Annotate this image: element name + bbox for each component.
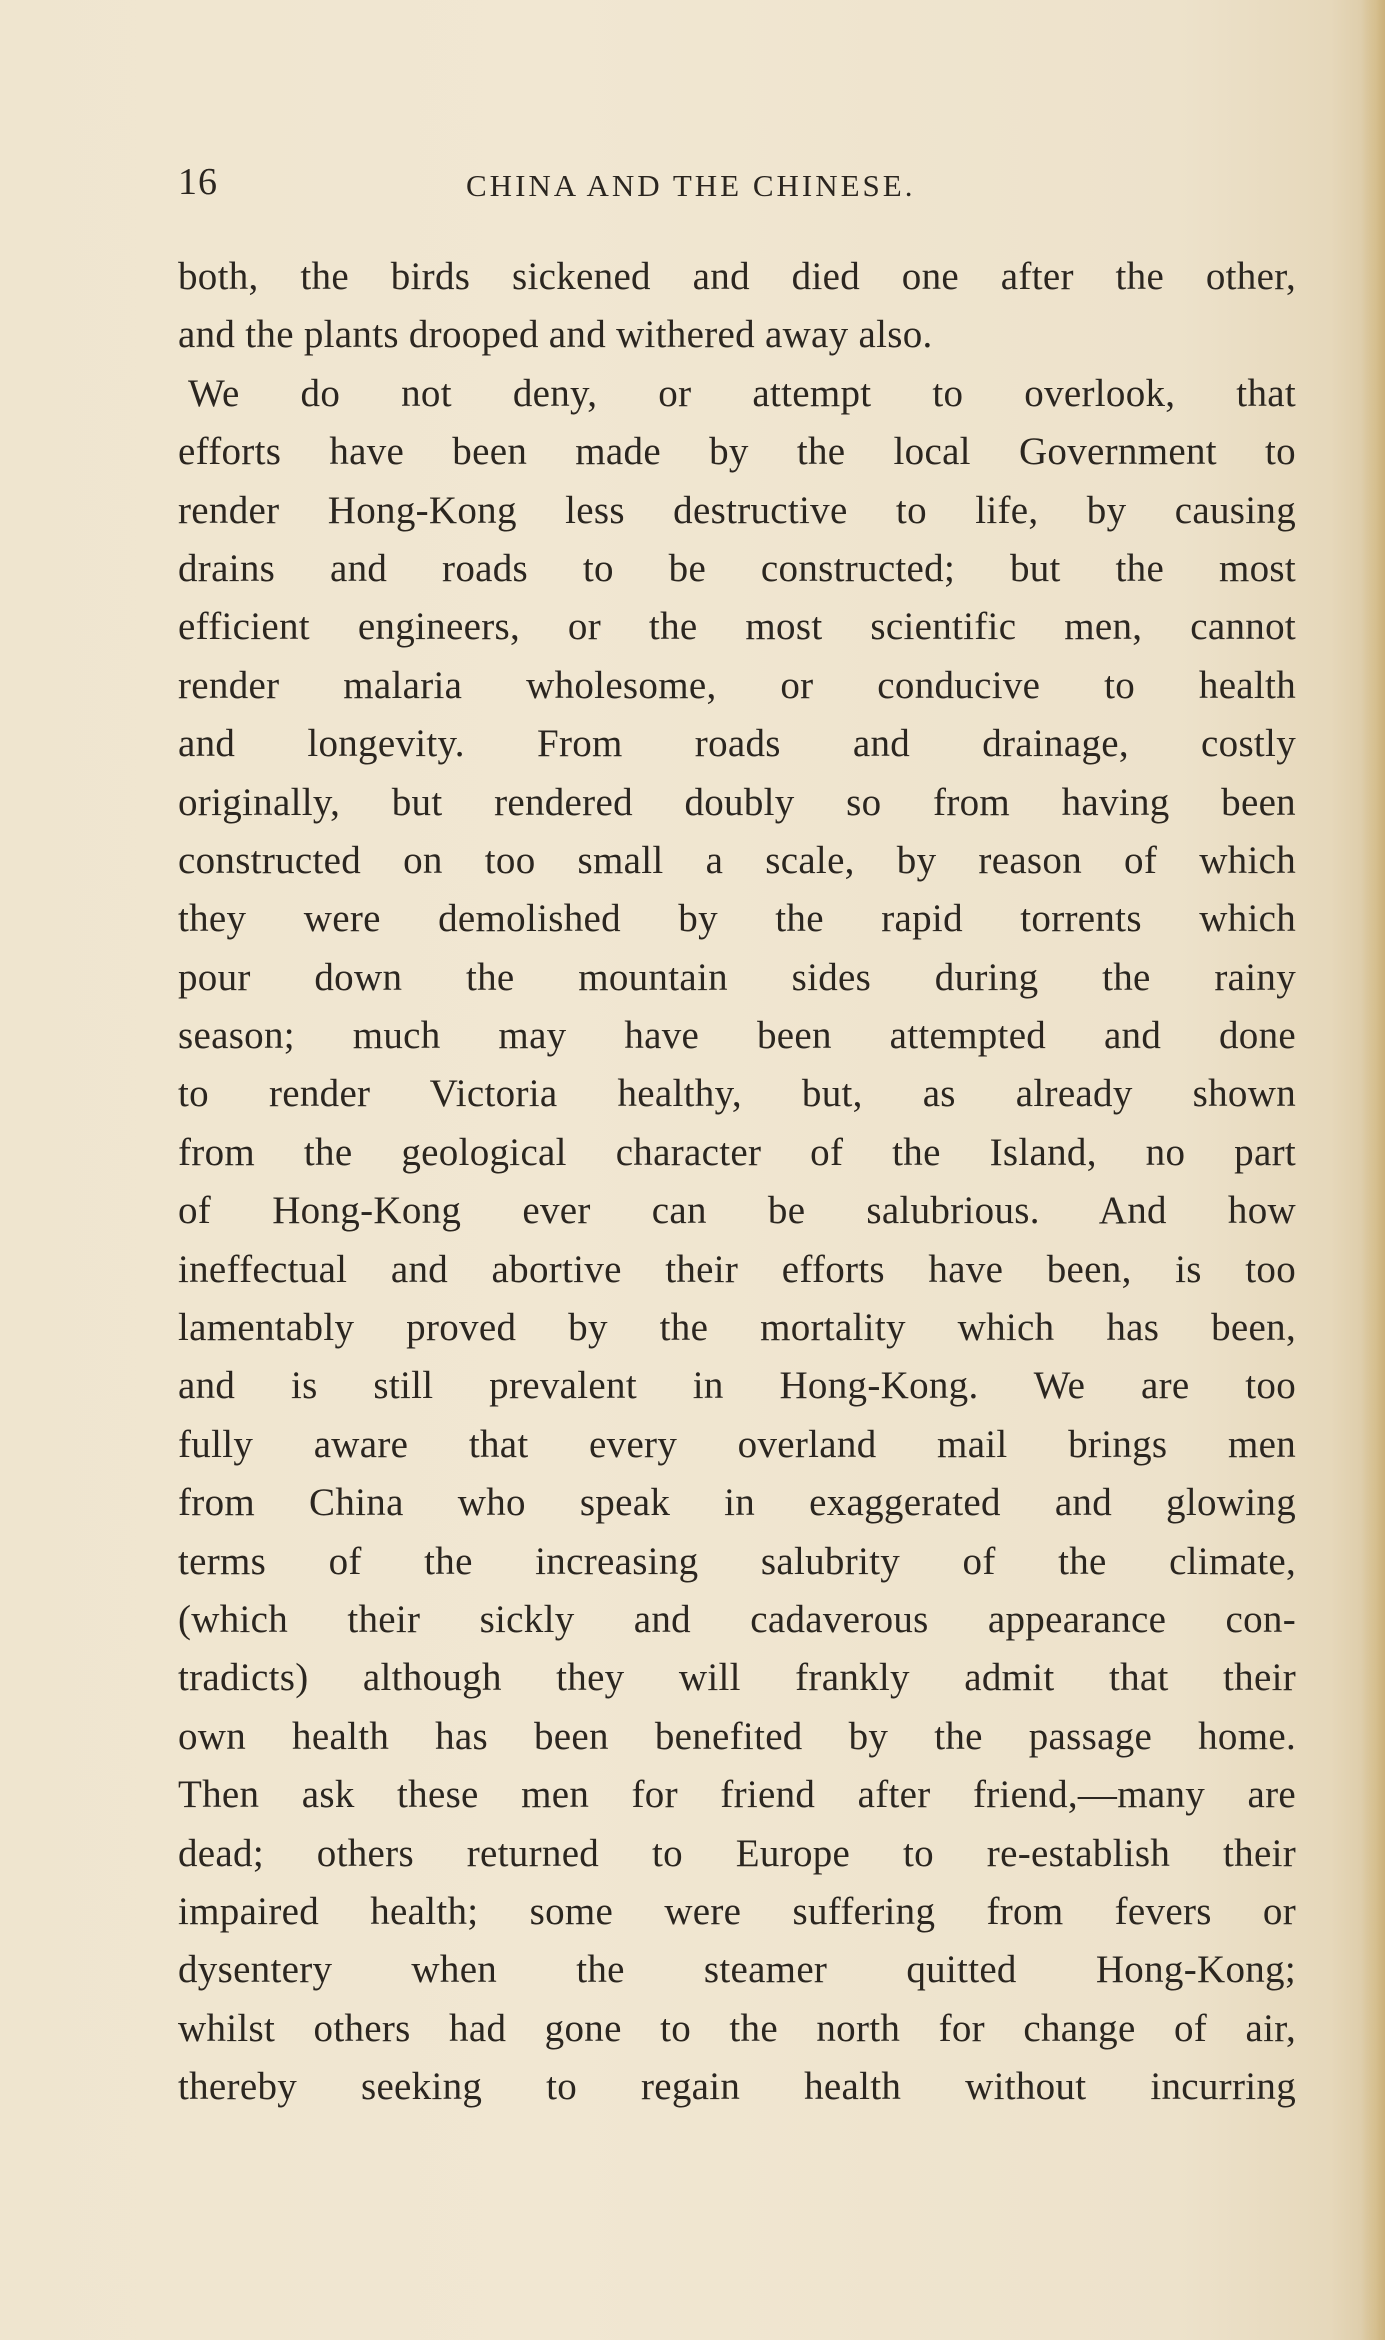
text-line: season; much may have been attempted and done [178,1014,1296,1058]
text-line: Then ask these men for friend after friend,—many are [178,1773,1296,1817]
text-line: and is still prevalent in Hong-Kong. We are too [178,1364,1296,1408]
text-line: lamentably proved by the mortality which has been, [178,1306,1296,1350]
text-line: from China who speak in exaggerated and glowing [178,1481,1296,1525]
text-line: originally, but rendered doubly so from having been [178,780,1296,824]
text-line: tradicts) although they will frankly admit that their [178,1656,1296,1700]
text-line: render Hong-Kong less destructive to life, by causing [178,488,1296,532]
text-line: We do not deny, or attempt to overlook, that [188,371,1296,415]
text-line: ineffectual and abortive their efforts have been, is too [178,1247,1296,1291]
text-line: to render Victoria healthy, but, as already shown [178,1072,1296,1116]
text-line: pour down the mountain sides during the rainy [178,955,1296,999]
page-header [178,160,1298,210]
text-line: both, the birds sickened and died one after the other, [178,255,1296,298]
page-number: 16 [178,161,218,203]
text-line: from the geological character of the Island, no part [178,1130,1296,1174]
text-line: own health has been benefited by the passage home. [178,1714,1296,1758]
body-text [178,248,1296,2117]
text-line: and the plants drooped and withered away also. [178,313,933,357]
text-line: dead; others returned to Europe to re-establish their [178,1831,1296,1875]
text-line: terms of the increasing salubrity of the climate, [178,1539,1296,1583]
text-line: dysentery when the steamer quitted Hong-Kong; [178,1948,1296,1992]
text-line: efforts have been made by the local Government to [178,430,1296,474]
text-line: they were demolished by the rapid torrents which [178,897,1296,941]
text-line: of Hong-Kong ever can be salubrious. And how [178,1189,1296,1233]
text-line: drains and roads to be constructed; but the most [178,546,1296,590]
text-line: whilst others had gone to the north for change of air, [178,2006,1296,2050]
text-line: fully aware that every overland mail brings men [178,1422,1296,1466]
text-line: render malaria wholesome, or conducive to health [178,663,1296,707]
running-head: CHINA AND THE CHINESE. [466,168,916,203]
text-line: impaired health; some were suffering from fevers or [178,1889,1296,1933]
text-line: efficient engineers, or the most scientific men, cannot [178,605,1296,649]
page-edge-shadow [1361,0,1385,2340]
text-line: thereby seeking to regain health without incurring [178,2065,1296,2109]
text-line: (which their sickly and cadaverous appearance con- [178,1597,1296,1641]
text-line: and longevity. From roads and drainage, costly [178,722,1296,766]
text-line: constructed on too small a scale, by reason of which [178,838,1296,882]
